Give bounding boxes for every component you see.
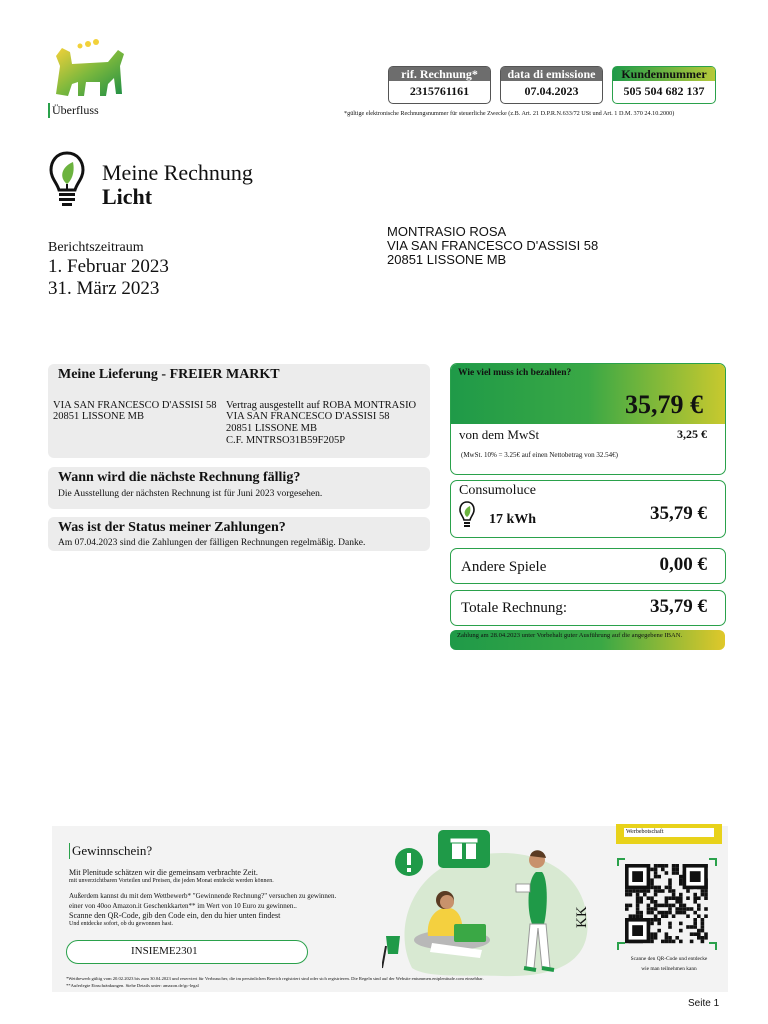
- promo-title: Gewinnschein?: [69, 843, 152, 859]
- due-note-text: Zahlung am 28.04.2023 unter Vorbehalt guter Ausführung auf die angegebene IBAN.: [457, 632, 683, 639]
- page-number: Seite 1: [688, 998, 720, 1009]
- delivery-panel: [48, 364, 430, 458]
- other-box: [450, 548, 726, 584]
- amount-due-question: Wie viel muss ich bezahlen?: [458, 368, 572, 378]
- recipient-city: 20851 LISSONE MB: [387, 252, 507, 267]
- promo-illustration: [382, 828, 612, 978]
- six-legged-dog-logo-icon: [48, 36, 138, 106]
- invoice-number-value: 2315761161: [409, 84, 470, 98]
- company-logo: [48, 36, 138, 106]
- promo-line2: mit unverzichtbaren Vorteilen und Preisen, die jeden Monat entdeckt werden können.: [69, 878, 274, 884]
- promo-line6: Und entdecke sofort, ob du gewonnen hast.: [69, 921, 173, 927]
- consumption-box: [450, 480, 726, 538]
- lightbulb-icon: [48, 150, 86, 212]
- title-line1: Meine Rechnung: [102, 160, 253, 185]
- invoice-footnote: *gültige elektronische Rechnungsnummer für steuerliche Zwecke (z.B. Art. 21 D.P.R.N.633/72 USt und Art. 1 D.M. 370 24.10.2000): [344, 110, 675, 117]
- consumption-amount: 35,79 €: [650, 503, 707, 524]
- ad-label-text: Werbebotschaft: [624, 828, 714, 837]
- promo-line3: Außerdem kannst du mit dem Wettbewerb* "Gewinnende Rechnung?" versuchen zu gewinnen.: [69, 892, 337, 900]
- delivery-address-line2: 20851 LISSONE MB: [53, 411, 145, 422]
- total-box: [450, 590, 726, 626]
- amount-due-box: [450, 363, 726, 475]
- issue-date-box: [500, 66, 603, 104]
- promo-code-value: INSIEME2301: [131, 945, 198, 957]
- consumption-label: Consumoluce: [459, 483, 536, 498]
- promo-panel: [52, 826, 728, 992]
- vat-label: von dem MwSt: [459, 427, 540, 442]
- contract-holder: Vertrag ausgestellt auf ROBA MONTRASIO: [226, 400, 417, 411]
- next-bill-text: Die Ausstellung der nächsten Rechnung ist für Juni 2023 vorgesehen.: [58, 489, 323, 499]
- contract-tax-code: C.F. MNTRSO31B59F205P: [226, 435, 346, 446]
- other-label: Andere Spiele: [461, 559, 547, 575]
- customer-number-value: 505 504 682 137: [623, 84, 705, 98]
- delivery-address-line1: VIA SAN FRANCESCO D'ASSISI 58: [53, 400, 217, 411]
- issue-date-value: 07.04.2023: [524, 84, 579, 98]
- payments-title: Was ist der Status meiner Zahlungen?: [58, 520, 286, 535]
- promo-line1: Mit Plenitude schätzen wir die gemeinsam verbrachte Zeit.: [69, 868, 258, 877]
- promo-code-field[interactable]: [66, 940, 308, 964]
- ad-label-bar: [616, 824, 722, 844]
- invoice-number-label: rif. Rechnung*: [389, 67, 490, 81]
- consumption-kwh: 17 kWh: [489, 512, 537, 527]
- period-to: 31. März 2023: [48, 278, 160, 299]
- recipient-street: VIA SAN FRANCESCO D'ASSISI 58: [387, 238, 599, 253]
- total-label: Totale Rechnung:: [461, 600, 568, 616]
- promo-kk-text: KK: [574, 906, 590, 928]
- period-from: 1. Februar 2023: [48, 256, 169, 277]
- amount-due-value: 35,79 €: [625, 390, 703, 419]
- next-bill-panel: [48, 467, 430, 509]
- issue-date-label: data di emissione: [501, 67, 602, 81]
- promo-line4: einer von 40oo Amazon.it Geschenkkarten** im Wert von 10 Euro zu gewinnen..: [69, 902, 297, 910]
- contract-street: VIA SAN FRANCESCO D'ASSISI 58: [226, 411, 390, 422]
- due-note-bar: [450, 630, 725, 650]
- vat-amount: 3,25 €: [677, 427, 707, 441]
- total-amount: 35,79 €: [650, 596, 707, 617]
- vat-note: (MwSt. 10% = 3.25€ auf einen Nettobetrag von 32.54€): [461, 451, 618, 459]
- customer-number-label: Kundennummer: [613, 67, 715, 81]
- invoice-number-box: [388, 66, 491, 104]
- customer-number-box: [612, 66, 716, 104]
- payments-text: Am 07.04.2023 sind die Zahlungen der fälligen Rechnungen regelmäßig. Danke.: [58, 538, 366, 548]
- qr-caption1: Scanne den QR-Code und entdecke: [630, 956, 708, 962]
- contract-city: 20851 LISSONE MB: [226, 423, 318, 434]
- delivery-title: Meine Lieferung - FREIER MARKT: [58, 367, 280, 382]
- promo-line5: Scanne den QR-Code, gib den Code ein, den du hier unten findest: [69, 911, 281, 920]
- qr-caption2: wie man teilnehmen kann: [641, 966, 697, 972]
- title-line2: Licht: [102, 184, 153, 209]
- logo-text: Überfluss: [48, 103, 99, 118]
- recipient-name: MONTRASIO ROSA: [387, 224, 507, 239]
- promo-footnote2: **Auferlegte Einschränkungen. Siehe Details unter: amazon.de/gc-legal: [66, 983, 199, 988]
- lightbulb-small-icon: [459, 501, 475, 531]
- promo-footnote1: *Wettbewerb gültig vom 20.02.2023 bis zum 30.04.2023 und reserviert für Verbraucher, die im persönlichen Bereich registriert sind oder sich registrieren. Die Regeln sind auf der Website eniummen.eniplenitude.com einsehbar.: [66, 976, 484, 981]
- qr-code[interactable]: [617, 858, 717, 950]
- payments-panel: [48, 517, 430, 551]
- other-amount: 0,00 €: [659, 554, 707, 575]
- next-bill-title: Wann wird die nächste Rechnung fällig?: [58, 470, 301, 485]
- period-label: Berichtszeitraum: [48, 240, 144, 255]
